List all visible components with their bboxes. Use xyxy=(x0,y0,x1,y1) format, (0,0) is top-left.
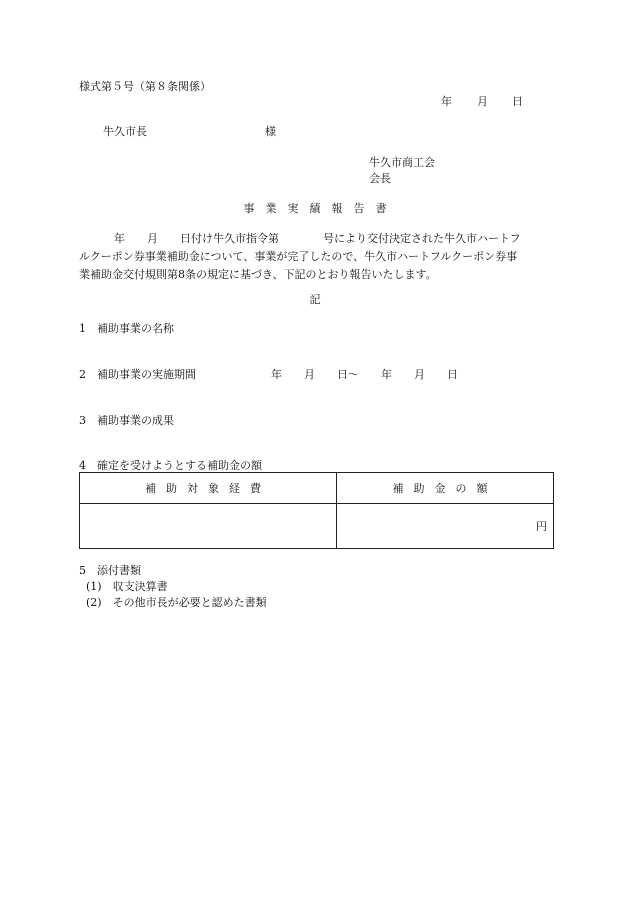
item-2-label: 2 補助事業の実施期間 xyxy=(79,368,196,381)
subsidy-amount-table xyxy=(79,472,554,549)
body-line: 業補助金交付規則第8条の規定に基づき、下記のとおり報告いたします。 xyxy=(79,268,437,281)
body-line: 年 月 日付け牛久市指令第 号により交付決定された牛久市ハートフ xyxy=(114,232,521,245)
item-3: 3 補助事業の成果 xyxy=(79,414,174,427)
date-month: 月 xyxy=(477,95,488,108)
form-number: 様式第５号（第８条関係） xyxy=(79,80,211,93)
sender-org: 牛久市商工会 xyxy=(369,156,435,169)
header-subsidy-expense: 補助対象経費 xyxy=(80,473,337,504)
expense-cell xyxy=(80,504,337,549)
document-title: 事 業 実 績 報 告 書 xyxy=(243,202,387,215)
yen-unit: 円 xyxy=(536,520,547,533)
item-4: 4 確定を受けようとする補助金の額 xyxy=(79,459,262,472)
item-5: 5 添付書類 xyxy=(79,564,141,577)
date-day: 日 xyxy=(512,95,523,108)
addressee-honorific: 様 xyxy=(265,125,276,138)
sender-title: 会長 xyxy=(369,172,391,185)
item-1: 1 補助事業の名称 xyxy=(79,322,174,335)
amount-cell xyxy=(337,504,554,549)
attachment-2: (2) その他市長が必要と認めた書類 xyxy=(86,596,267,609)
header-subsidy-amount: 補助金の額 xyxy=(337,473,554,504)
body-line: ルクーポン券事業補助金について、事業が完了したので、牛久市ハートフルクーポン券事 xyxy=(79,250,518,263)
table-row xyxy=(80,504,554,549)
item-2-period: 年 月 日～ 年 月 日 xyxy=(271,368,458,381)
table-header-row xyxy=(80,473,554,504)
addressee-name: 牛久市長 xyxy=(103,125,147,138)
attachment-1: (1) 収支決算書 xyxy=(86,580,168,593)
date-year: 年 xyxy=(441,95,452,108)
ki-heading: 記 xyxy=(309,293,321,306)
body-paragraph xyxy=(79,230,555,284)
